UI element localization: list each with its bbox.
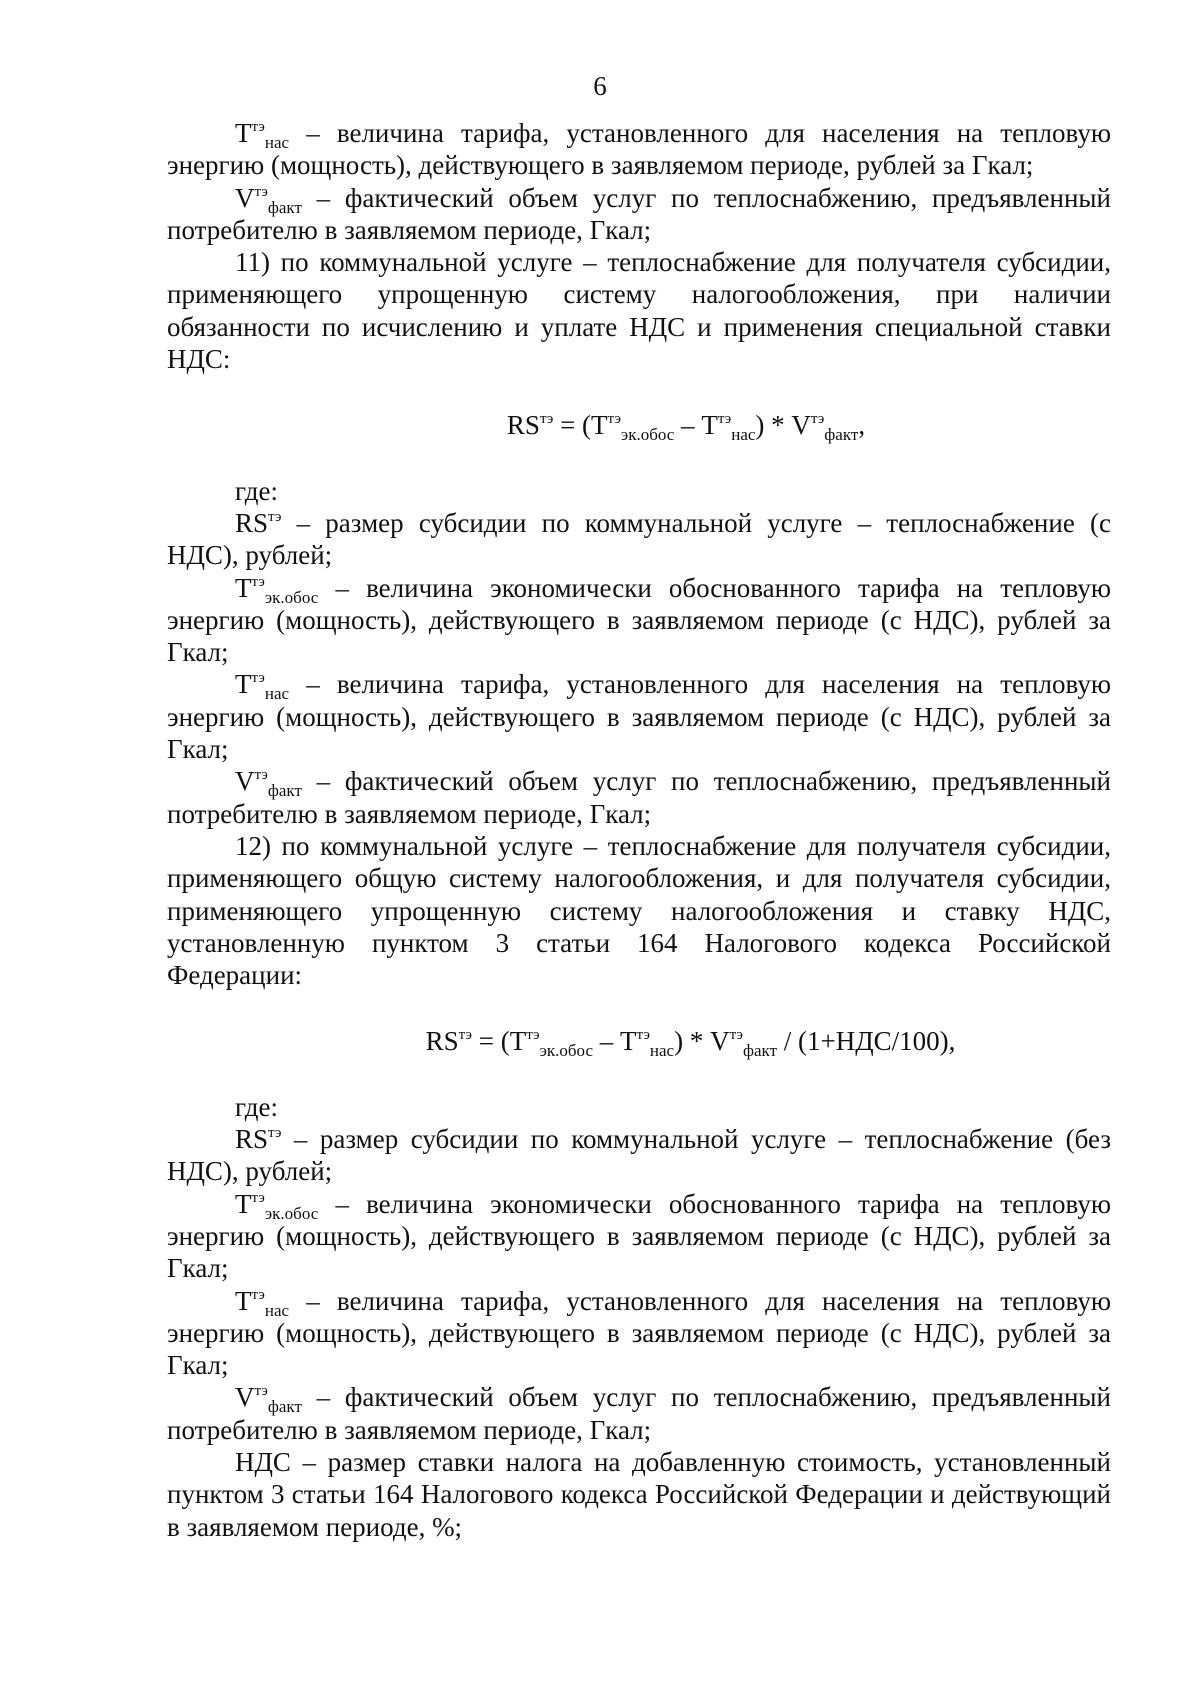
symbol-t: Т <box>701 410 718 441</box>
subscript-fakt: факт <box>824 425 859 445</box>
definition-text: – величина тарифа, установленного для населения на тепловую энергию (мощность), действующего в заявляемом периоде (с НДС), рублей за Гкал; <box>167 1285 1111 1381</box>
subscript-ek: эк.обос <box>620 425 675 445</box>
superscript-te: тэ <box>636 1027 650 1044</box>
symbol-rs: RS <box>425 1026 459 1057</box>
definition-t-nas <box>167 668 1111 765</box>
subscript-fakt: факт <box>267 781 302 801</box>
nds-term: НДС <box>235 1446 291 1477</box>
superscript-te: тэ <box>251 119 265 135</box>
definition-v-fakt <box>167 765 1111 830</box>
symbol-t: Т <box>235 118 252 148</box>
symbol-v: V <box>791 410 811 441</box>
definition-text: – размер субсидии по коммунальной услуге – теплоснабжение (с НДС), рублей; <box>167 507 1111 571</box>
superscript-te: тэ <box>810 411 825 428</box>
subscript-fakt: факт <box>267 197 302 217</box>
subscript-nas: нас <box>731 425 756 445</box>
definition-text: – величина тарифа, установленного для населения на тепловую энергию (мощность), действующего в заявляемом периоде, рублей за Гкал; <box>167 118 1111 181</box>
subscript-nas: нас <box>264 133 290 152</box>
formula-minus: – <box>674 410 702 441</box>
subscript-ek: эк.обос <box>264 1203 319 1223</box>
formula-eq: = ( <box>472 1026 510 1057</box>
symbol-v: V <box>235 1382 255 1413</box>
symbol-t: Т <box>235 1285 252 1316</box>
symbol-v: V <box>235 766 255 797</box>
superscript-te: тэ <box>251 1189 265 1206</box>
definition-rs <box>167 1123 1111 1188</box>
definition-text: – размер ставки налога на добавленную стоимость, установленный пунктом 3 статьи 164 Налогового кодекса Российской Федерации и действующий в заявляемом периоде, %; <box>167 1446 1111 1542</box>
symbol-t: Т <box>620 1026 637 1057</box>
where-label: где: <box>235 1091 278 1122</box>
definition-rs <box>167 507 1111 572</box>
definition-t-nas <box>167 117 1111 182</box>
formula-item-11 <box>167 375 1111 474</box>
formula-eq: = ( <box>553 410 592 441</box>
symbol-t: Т <box>235 572 252 603</box>
formula-end: , <box>858 410 866 441</box>
subscript-ek: эк.обос <box>264 587 319 607</box>
superscript-te: тэ <box>268 1125 282 1142</box>
definition-v-fakt <box>167 182 1111 247</box>
superscript-te: тэ <box>251 573 265 590</box>
where-label: где: <box>235 475 278 506</box>
superscript-te: тэ <box>607 411 621 428</box>
subscript-fakt: факт <box>742 1041 778 1061</box>
superscript-te: тэ <box>254 767 268 784</box>
document-body <box>167 117 1111 1543</box>
symbol-v: V <box>235 182 255 213</box>
symbol-rs: RS <box>235 1124 269 1155</box>
item-11-paragraph: 11) по коммунальной услуге – теплоснабжение для получателя субсидии, применяющего упрощенную систему налогообложения, при наличии обязанности по исчислению и уплате НДС и применения специальной ставки НДС: <box>167 247 1111 375</box>
superscript-te: тэ <box>251 670 265 687</box>
symbol-v: V <box>710 1026 730 1057</box>
definition-text: – размер субсидии по коммунальной услуге – теплоснабжение (без НДС), рублей; <box>167 1124 1111 1187</box>
definition-text: – величина тарифа, установленного для населения на тепловую энергию (мощность), действующего в заявляемом периоде (с НДС), рублей за Гкал; <box>167 669 1111 765</box>
subscript-nas: нас <box>264 1300 290 1320</box>
superscript-te: тэ <box>526 1027 540 1044</box>
definition-text: – величина экономически обоснованного тарифа на тепловую энергию (мощность), действующего в заявляемом периоде (с НДС), рублей за Гкал; <box>167 572 1111 668</box>
symbol-rs: RS <box>506 410 540 441</box>
superscript-te: тэ <box>268 508 282 525</box>
definition-t-ek <box>167 572 1111 669</box>
superscript-te: тэ <box>254 183 268 200</box>
symbol-t: Т <box>509 1026 527 1057</box>
item-12-paragraph: 12) по коммунальной услуге – теплоснабжение для получателя субсидии, применяющего общую систему налогообложения, и для получателя субсидии, применяющего упрощенную систему налогообложения и ставку НДС, установленную пунктом 3 статьи 164 Налогового кодекса Российской Федерации: <box>167 830 1111 991</box>
formula-end: / (1+НДС/100), <box>777 1026 956 1057</box>
superscript-te: тэ <box>254 1383 268 1400</box>
subscript-nas: нас <box>264 684 290 704</box>
superscript-te: тэ <box>717 411 732 428</box>
symbol-rs: RS <box>235 507 269 538</box>
subscript-fakt: факт <box>267 1397 302 1417</box>
definition-text: – фактический объем услуг по теплоснабжению, предъявленный потребителю в заявляемом периоде, Гкал; <box>167 766 1111 829</box>
symbol-t: Т <box>235 669 252 700</box>
definition-v-fakt <box>167 1381 1111 1446</box>
superscript-te: тэ <box>251 1286 265 1303</box>
subscript-nas: нас <box>649 1041 675 1061</box>
definition-text: – фактический объем услуг по теплоснабжению, предъявленный потребителю в заявляемом периоде, Гкал; <box>167 182 1111 245</box>
symbol-t: Т <box>591 410 608 441</box>
superscript-te: тэ <box>458 1027 472 1044</box>
formula-minus: – <box>593 1026 621 1057</box>
definition-t-ek <box>167 1188 1111 1285</box>
formula-mult: ) * <box>755 410 792 441</box>
formula-mult: ) * <box>674 1026 711 1057</box>
subscript-ek: эк.обос <box>539 1041 594 1061</box>
definition-text: – фактический объем услуг по теплоснабжению, предъявленный потребителю в заявляемом периоде, Гкал; <box>167 1382 1111 1445</box>
symbol-t: Т <box>235 1188 252 1219</box>
definition-t-nas <box>167 1285 1111 1382</box>
definition-text: – величина экономически обоснованного тарифа на тепловую энергию (мощность), действующего в заявляемом периоде (с НДС), рублей за Гкал; <box>167 1188 1111 1284</box>
superscript-te: тэ <box>729 1027 743 1044</box>
page-number: 6 <box>593 71 607 101</box>
formula-item-12 <box>167 991 1111 1090</box>
definition-nds <box>167 1446 1111 1543</box>
superscript-te: тэ <box>539 411 554 428</box>
